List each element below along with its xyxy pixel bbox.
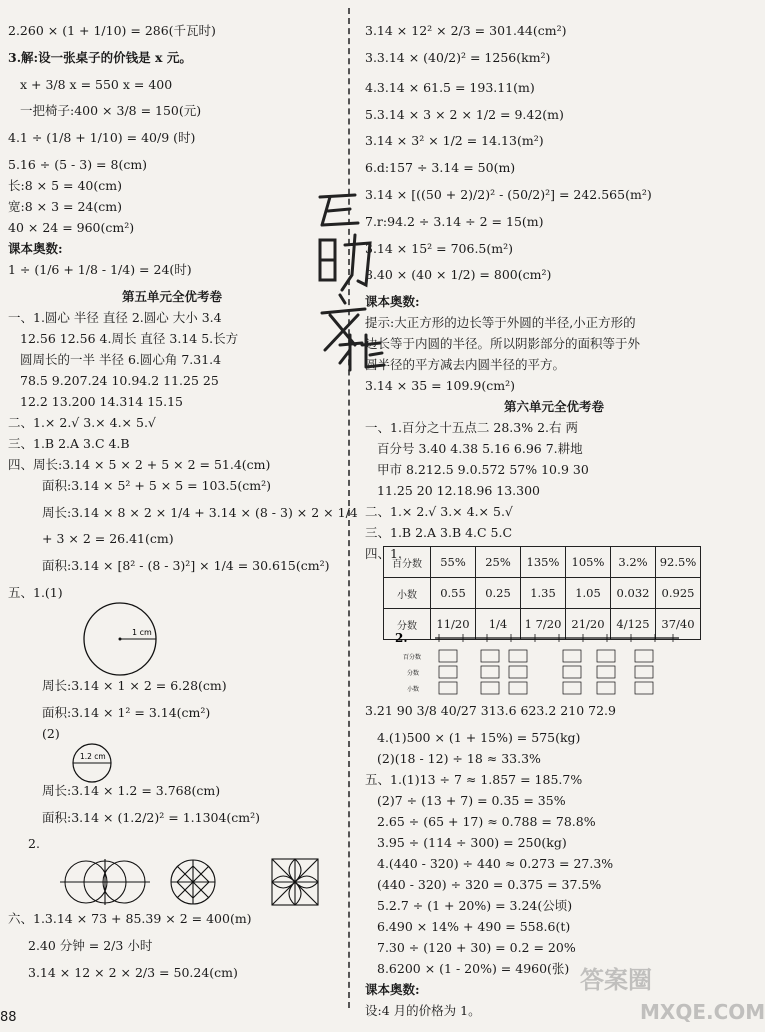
table-cell: 0.25 xyxy=(476,578,521,609)
table-cell: 55% xyxy=(431,547,476,578)
conversion-table xyxy=(383,546,701,640)
svg-text:百分数: 百分数 xyxy=(403,654,422,661)
handwritten-annotation-icon xyxy=(300,185,390,375)
table-cell: 0.032 xyxy=(611,578,656,609)
table-cell: 25% xyxy=(476,547,521,578)
table-cell: 1.35 xyxy=(521,578,566,609)
answer-line: 3.14 × 3² × 1/2 = 14.13(m²) xyxy=(365,133,544,149)
left-column xyxy=(8,22,358,991)
answer-line: 一、1.圆心 半径 直径 2.圆心 大小 3.4 xyxy=(8,309,222,325)
answer-line: 7.30 ÷ (120 + 30) = 0.2 = 20% xyxy=(377,939,576,955)
answer-line: 4.1 ÷ (1/8 + 1/10) = 40/9 (时) xyxy=(8,130,196,146)
table-cell: 4/125 xyxy=(611,609,656,640)
answer-line: (440 - 320) ÷ 320 = 0.375 = 37.5% xyxy=(377,876,602,892)
right-column-continued xyxy=(365,702,743,1023)
answer-line: 8.40 × (40 × 1/2) = 800(cm²) xyxy=(365,267,552,283)
row-header: 百分数 xyxy=(384,547,431,578)
answer-line: (2)7 ÷ (13 + 7) = 0.35 = 35% xyxy=(377,792,566,808)
answer-line: 2. xyxy=(28,836,40,852)
answer-line: 12.2 13.200 14.314 15.15 xyxy=(20,393,184,409)
answer-line: 6.490 × 14% + 490 = 558.6(t) xyxy=(377,918,571,934)
answer-line: 二、1.× 2.√ 3.× 4.× 5.√ xyxy=(365,504,513,520)
answer-line: 2.260 × (1 + 1/10) = 286(千瓦时) xyxy=(8,23,216,38)
section-heading: 课本奥数: xyxy=(8,240,63,256)
answer-line: 一把椅子:400 × 3/8 = 150(元) xyxy=(20,103,202,119)
answer-line: 3.21 90 3/8 40/27 313.6 623.2 210 72.9 xyxy=(365,703,616,718)
circle-figure-1 xyxy=(8,605,336,677)
hint-line: 提示:大正方形的边长等于外圆的半径,小正方形的 xyxy=(365,315,636,331)
answer-line: 6.d:157 ÷ 3.14 = 50(m) xyxy=(365,160,516,176)
diameter-label: 1.2 cm xyxy=(80,751,106,761)
semicircle-diagram xyxy=(8,746,328,782)
table-cell: 1/4 xyxy=(476,609,521,640)
row-header: 小数 xyxy=(384,578,431,609)
answer-line: + 3 × 2 = 26.41(cm) xyxy=(42,531,174,547)
answer-line: 3.解:设一张桌子的价钱是 x 元。 xyxy=(8,49,192,65)
answer-line: 2.40 分钟 = 2/3 小时 xyxy=(28,938,153,954)
answer-line: (2)(18 - 12) ÷ 18 ≈ 33.3% xyxy=(377,750,541,766)
hint-line: 边长等于内圆的半径。所以阴影部分的面积等于外 xyxy=(365,336,641,352)
item-number: 2. xyxy=(395,631,408,645)
answer-line: 2.65 ÷ (65 + 17) ≈ 0.788 = 78.8% xyxy=(377,813,596,829)
answer-line: 四、周长:3.14 × 5 × 2 + 5 × 2 = 51.4(cm) xyxy=(8,456,271,472)
number-line-svg xyxy=(383,630,683,700)
answer-line: 周长:3.14 × 1 × 2 = 6.28(cm) xyxy=(42,677,227,693)
answer-line: 11.25 20 12.18.96 13.300 xyxy=(377,483,541,499)
radius-label: 1 cm xyxy=(132,627,152,637)
table-row xyxy=(384,547,701,578)
answer-line: 3.14 × 15² = 706.5(m²) xyxy=(365,240,513,256)
answer-line: 百分号 3.40 4.38 5.16 6.96 7.耕地 xyxy=(377,441,583,457)
table-cell: 3.2% xyxy=(611,547,656,578)
svg-text:分数: 分数 xyxy=(407,670,420,677)
answer-line: 3.95 ÷ (114 ÷ 300) = 250(kg) xyxy=(377,834,567,850)
pattern-figures xyxy=(8,856,336,910)
page-number: 88 xyxy=(0,1010,17,1025)
answer-line: 圆周长的一半 半径 6.圆心角 7.31.4 xyxy=(20,351,222,367)
answer-line: 面积:3.14 × (1.2/2)² = 1.1304(cm²) xyxy=(42,809,261,825)
answer-line: 40 × 24 = 960(cm²) xyxy=(8,219,135,235)
answer-line: 3.14 × 35 = 109.9(cm²) xyxy=(365,378,515,394)
answer-line: 3.14 × 12² × 2/3 = 301.44(cm²) xyxy=(365,23,567,38)
answer-line: 3.3.14 × (40/2)² = 1256(km²) xyxy=(365,49,551,65)
answer-line: 面积:3.14 × [8² - (8 - 3)²] × 1/4 = 30.615(cm²) xyxy=(42,558,330,574)
table-cell: 21/20 xyxy=(566,609,611,640)
answer-line: 3.14 × [((50 + 2)/2)² - (50/2)²] = 242.565(m²) xyxy=(365,186,652,202)
number-line-figure xyxy=(383,630,683,700)
table-cell: 1 7/20 xyxy=(521,609,566,640)
answer-line: 设:4 月的价格为 1。 xyxy=(365,1002,481,1018)
circle-patterns xyxy=(8,856,328,910)
answer-line: 4.3.14 × 61.5 = 193.11(m) xyxy=(365,79,535,95)
row-header: 分数 xyxy=(384,609,431,640)
answer-line: 四、1. xyxy=(365,546,402,562)
answer-line: (2) xyxy=(42,725,60,741)
answer-line: 六、1.3.14 × 73 + 85.39 × 2 = 400(m) xyxy=(8,911,252,927)
svg-text:小数: 小数 xyxy=(407,686,420,693)
table-cell: 0.55 xyxy=(431,578,476,609)
table-cell: 0.925 xyxy=(656,578,701,609)
answer-line: 周长:3.14 × 8 × 2 × 1/4 + 3.14 × (8 - 3) × 2 × 1/4 xyxy=(42,504,358,520)
answer-line: 三、1.B 2.A 3.C 4.B xyxy=(8,435,130,451)
answer-line: 面积:3.14 × 1² = 3.14(cm²) xyxy=(42,704,211,720)
answer-line: 面积:3.14 × 5² + 5 × 5 = 103.5(cm²) xyxy=(42,477,271,493)
answer-line: 5.3.14 × 3 × 2 × 1/2 = 9.42(m) xyxy=(365,106,564,122)
watermark: MXQE.COM xyxy=(640,1000,765,1024)
answer-line: 78.5 9.207.24 10.94.2 11.25 25 xyxy=(20,372,219,388)
hint-line: 圆半径的平方减去内圆半径的平方。 xyxy=(365,357,566,373)
answer-line: 7.r:94.2 ÷ 3.14 ÷ 2 = 15(m) xyxy=(365,213,544,229)
answer-line: 宽:8 × 3 = 24(cm) xyxy=(8,198,122,214)
table-cell: 105% xyxy=(566,547,611,578)
answer-line: 一、1.百分之十五点二 28.3% 2.右 两 xyxy=(365,420,578,436)
answer-line: 5.2.7 ÷ (1 + 20%) = 3.24(公顷) xyxy=(377,897,573,913)
answer-line: x + 3/8 x = 550 x = 400 xyxy=(20,76,173,92)
watermark: 答案圈 xyxy=(580,966,652,994)
answer-line: 1 ÷ (1/6 + 1/8 - 1/4) = 24(时) xyxy=(8,261,192,277)
answer-line: 4.(440 - 320) ÷ 440 ≈ 0.273 = 27.3% xyxy=(377,855,614,871)
answer-line: 12.56 12.56 4.周长 直径 3.14 5.长方 xyxy=(20,330,239,346)
table-cell: 92.5% xyxy=(656,547,701,578)
answer-line: 甲市 8.212.5 9.0.572 57% 10.9 30 xyxy=(377,462,589,478)
answer-line: 4.(1)500 × (1 + 15%) = 575(kg) xyxy=(377,729,581,745)
table-cell: 11/20 xyxy=(431,609,476,640)
table-row xyxy=(384,578,701,609)
circle-diagram xyxy=(8,605,328,677)
unit-title: 第五单元全优考卷 xyxy=(121,288,222,304)
table-cell: 135% xyxy=(521,547,566,578)
section-heading: 课本奥数: xyxy=(365,981,420,997)
answer-line: 三、1.B 2.A 3.B 4.C 5.C xyxy=(365,525,513,541)
answer-line: 5.16 ÷ (5 - 3) = 8(cm) xyxy=(8,156,148,172)
answer-line: 五、1.(1) xyxy=(8,584,63,600)
answer-line: 长:8 × 5 = 40(cm) xyxy=(8,177,122,193)
circle-figure-2 xyxy=(8,746,336,782)
answer-line: 3.14 × 12 × 2 × 2/3 = 50.24(cm) xyxy=(28,964,238,980)
table-cell: 1.05 xyxy=(566,578,611,609)
answer-line: 五、1.(1)13 ÷ 7 ≈ 1.857 = 185.7% xyxy=(365,771,583,787)
section-heading: 课本奥数: xyxy=(365,294,420,310)
answer-line: 周长:3.14 × 1.2 = 3.768(cm) xyxy=(42,782,221,798)
right-column xyxy=(365,22,743,566)
table-cell: 37/40 xyxy=(656,609,701,640)
answer-line: 8.6200 × (1 - 20%) = 4960(张) xyxy=(377,960,570,976)
answer-line: 二、1.× 2.√ 3.× 4.× 5.√ xyxy=(8,414,156,430)
unit-title: 第六单元全优考卷 xyxy=(503,399,604,415)
